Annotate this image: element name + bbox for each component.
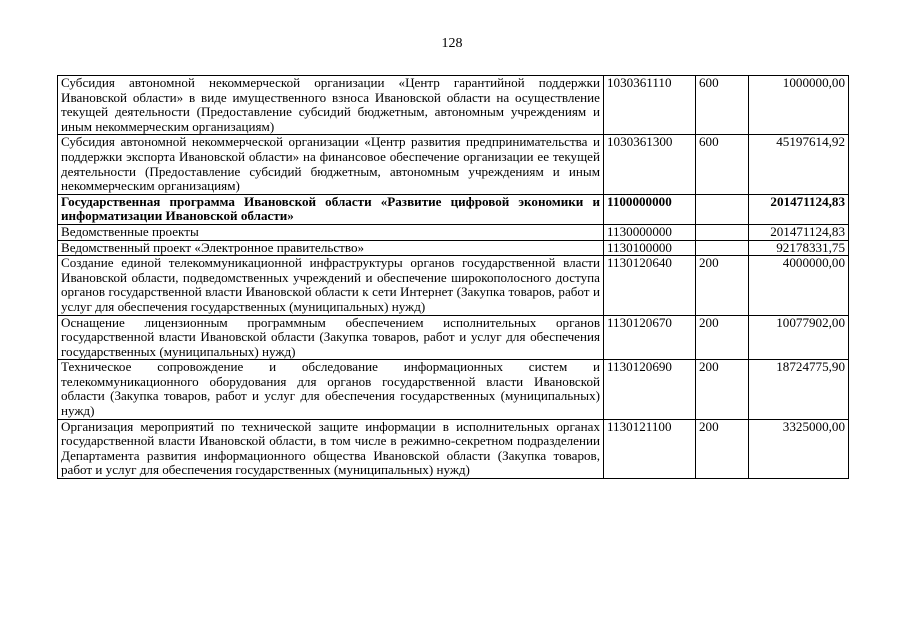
row-code: 1130100000 xyxy=(604,240,696,256)
row-type: 200 xyxy=(696,419,749,478)
table-row xyxy=(58,135,849,194)
row-type xyxy=(696,224,749,240)
table-row xyxy=(58,315,849,360)
row-code: 1130120640 xyxy=(604,256,696,315)
table-row-program xyxy=(58,194,849,224)
row-code: 1130120690 xyxy=(604,360,696,419)
row-type: 200 xyxy=(696,315,749,360)
table-row xyxy=(58,419,849,478)
row-type xyxy=(696,240,749,256)
row-amount: 3325000,00 xyxy=(749,419,849,478)
row-type: 200 xyxy=(696,360,749,419)
row-type xyxy=(696,194,749,224)
row-code: 1030361110 xyxy=(604,76,696,135)
row-code: 1130000000 xyxy=(604,224,696,240)
row-type: 600 xyxy=(696,135,749,194)
row-name: Государственная программа Ивановской области «Развитие цифровой экономики и информатизации Ивановской области» xyxy=(58,194,604,224)
row-name: Организация мероприятий по технической защите информации в исполнительных органах государственной власти Ивановской области, в том числе в режимно-секретном подразделении Департамента развития информационного общества Ивановской области (Закупка товаров, работ и услуг для обеспечения государственных (муниципальных) нужд) xyxy=(58,419,604,478)
page-number: 128 xyxy=(441,36,463,51)
row-amount: 201471124,83 xyxy=(749,224,849,240)
row-code: 1130121100 xyxy=(604,419,696,478)
row-amount: 201471124,83 xyxy=(749,194,849,224)
row-code: 1100000000 xyxy=(604,194,696,224)
row-type: 200 xyxy=(696,256,749,315)
table-row xyxy=(58,360,849,419)
row-code: 1030361300 xyxy=(604,135,696,194)
row-amount: 1000000,00 xyxy=(749,76,849,135)
row-name: Ведомственный проект «Электронное правительство» xyxy=(58,240,604,256)
row-amount: 10077902,00 xyxy=(749,315,849,360)
row-type: 600 xyxy=(696,76,749,135)
table-row xyxy=(58,240,849,256)
row-amount: 4000000,00 xyxy=(749,256,849,315)
row-name: Субсидия автономной некоммерческой организации «Центр гарантийной поддержки Ивановской области» в виде имущественного взноса Ивановской области на осуществление текущей деятельности (Предоставление субсидий бюджетным, автономным учреждениям и иным некоммерческим организациям) xyxy=(58,76,604,135)
budget-table xyxy=(57,75,849,479)
table-row xyxy=(58,224,849,240)
row-name: Оснащение лицензионным программным обеспечением исполнительных органов государственной власти Ивановской области (Закупка товаров, работ и услуг для обеспечения государственных (муниципальных) нужд) xyxy=(58,315,604,360)
row-name: Субсидия автономной некоммерческой организации «Центр развития предпринимательства и поддержки экспорта Ивановской области» на финансовое обеспечение организации ее текущей деятельности (Предоставление субсидий бюджетным, автономным учреждениям и иным некоммерческим организациям) xyxy=(58,135,604,194)
row-name: Создание единой телекоммуникационной инфраструктуры органов государственной власти Ивановской области, подведомственных учреждений и обеспечение широкополосного доступа органов государственной власти Ивановской области к сети Интернет (Закупка товаров, работ и услуг для обеспечения государственных (муниципальных) нужд) xyxy=(58,256,604,315)
row-amount: 92178331,75 xyxy=(749,240,849,256)
row-code: 1130120670 xyxy=(604,315,696,360)
table-row xyxy=(58,76,849,135)
row-amount: 18724775,90 xyxy=(749,360,849,419)
table-row xyxy=(58,256,849,315)
row-amount: 45197614,92 xyxy=(749,135,849,194)
row-name: Ведомственные проекты xyxy=(58,224,604,240)
row-name: Техническое сопровождение и обследование информационных систем и телекоммуникационного оборудования для органов государственной власти Ивановской области (Закупка товаров, работ и услуг для обеспечения государственных (муниципальных) нужд) xyxy=(58,360,604,419)
